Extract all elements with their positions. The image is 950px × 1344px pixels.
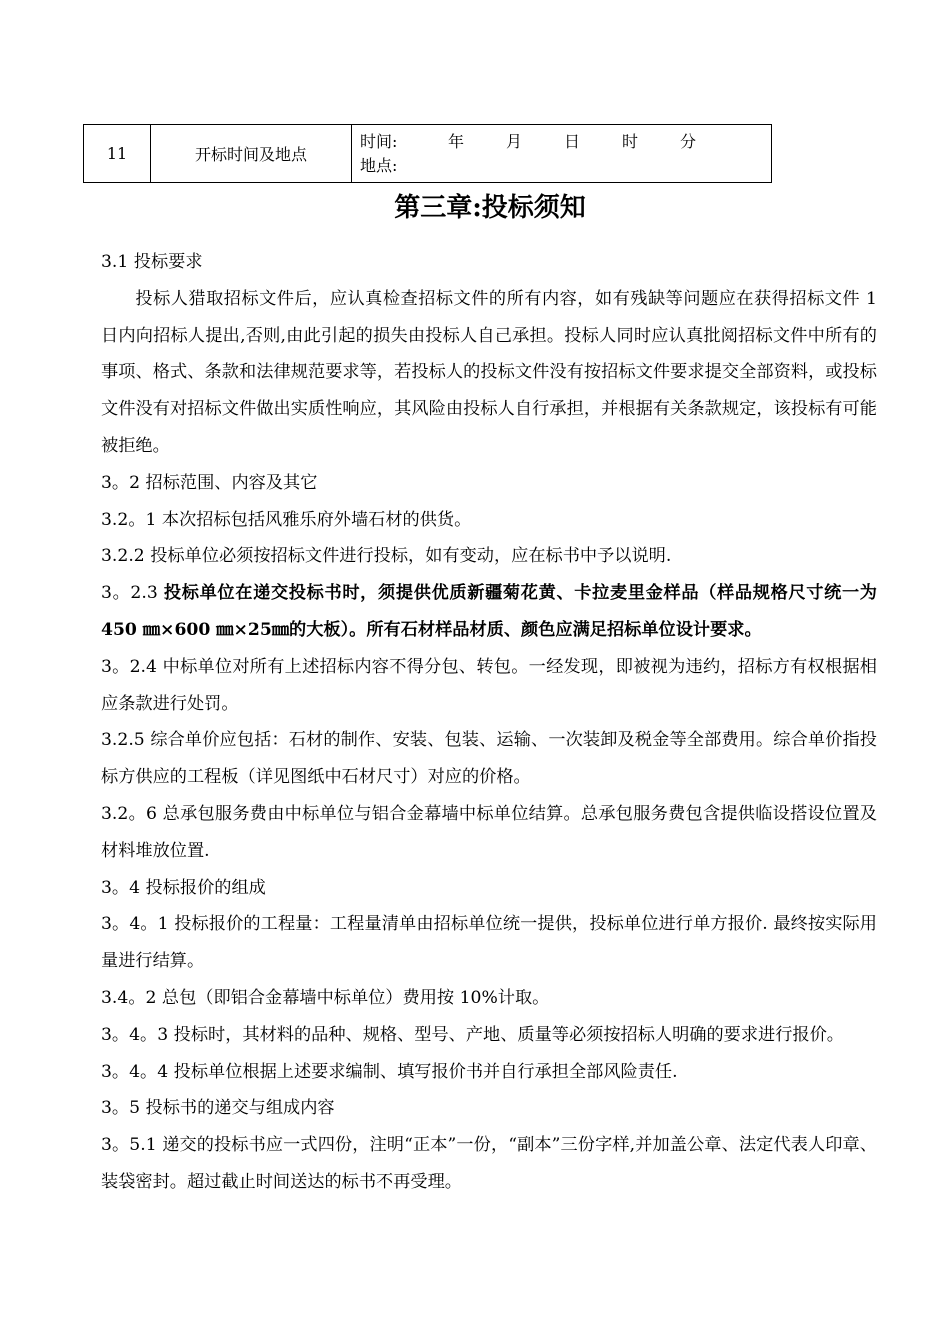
year-label: 年 — [448, 131, 465, 151]
body-text — [101, 244, 877, 1201]
table-row — [84, 125, 772, 183]
paragraph: 3.2。1 本次招标包括风雅乐府外墙石材的供货。 — [101, 509, 472, 530]
section-heading: 3.1 投标要求 — [101, 252, 203, 272]
minute-label: 分 — [680, 131, 697, 151]
section-heading: 3。2 招标范围、内容及其它 — [101, 472, 318, 493]
day-label: 日 — [564, 131, 581, 151]
bold-requirement: 投标单位在递交投标书时，须提供优质新疆菊花黄、卡拉麦里金样品（样品规格尺寸统一为 450 ㎜×600 ㎜×25㎜的大板）。所有石材样品材质、颜色应满足招标单位设计要求。 — [101, 583, 877, 640]
time-label: 时间: — [360, 131, 398, 151]
place-label: 地点: — [360, 155, 398, 175]
paragraph: 3。2.4 中标单位对所有上述招标内容不得分包、转包。一经发现，即被视为违约，招标方有权根据相应条款进行处罚。 — [101, 656, 877, 714]
paragraph: 3.2。6 总承包服务费由中标单位与铝合金幕墙中标单位结算。总承包服务费包含提供临设搭设位置及材料堆放位置. — [101, 803, 877, 861]
row-item: 开标时间及地点 — [151, 125, 352, 183]
hour-label: 时 — [622, 131, 639, 151]
paragraph: 3。4。3 投标时，其材料的品种、规格、型号、产地、质量等必须按招标人明确的要求进行报价。 — [101, 1024, 844, 1045]
paragraph: 3。4。1 投标报价的工程量：工程量清单由招标单位统一提供，投标单位进行单方报价. 最终按实际用量进行结算。 — [101, 914, 877, 972]
row-value — [352, 125, 772, 183]
paragraph: 3.2.2 投标单位必须按招标文件进行投标，如有变动，应在标书中予以说明. — [101, 546, 672, 567]
paragraph — [101, 575, 877, 649]
time-line — [360, 130, 771, 154]
clause-number: 3。2.3 — [101, 583, 164, 604]
chapter-title: 第三章:投标须知 — [394, 193, 586, 223]
paragraph: 投标人猎取招标文件后，应认真检查招标文件的所有内容，如有残缺等问题应在获得招标文件 1 日内向招标人提出,否则,由此引起的损失由投标人自己承担。投标人同时应认真批阅招标文件中所有的事项、格式、条款和法律规范要求等，若投标人的投标文件没有按招标文件要求提交全部资料，或投标文件没有对招标文件做出实质性响应，其风险由投标人自行承担，并根据有关条款规定，该投标有可能被拒绝。 — [101, 288, 877, 456]
bid-info-table — [83, 124, 772, 183]
paragraph: 3.2.5 综合单价应包括：石材的制作、安装、包装、运输、一次装卸及税金等全部费用。综合单价指投标方供应的工程板（详见图纸中石材尺寸）对应的价格。 — [101, 730, 877, 788]
section-heading: 3。5 投标书的递交与组成内容 — [101, 1098, 335, 1119]
paragraph: 3。4。4 投标单位根据上述要求编制、填写报价书并自行承担全部风险责任. — [101, 1061, 678, 1082]
month-label: 月 — [506, 131, 523, 151]
row-number: 11 — [84, 125, 151, 183]
paragraph: 3。5.1 递交的投标书应一式四份，注明“正本”一份，“副本”三份字样,并加盖公章、法定代表人印章、装袋密封。超过截止时间送达的标书不再受理。 — [101, 1135, 877, 1192]
section-heading: 3。4 投标报价的组成 — [101, 877, 266, 898]
paragraph: 3.4。2 总包（即铝合金幕墙中标单位）费用按 10%计取。 — [101, 987, 550, 1008]
